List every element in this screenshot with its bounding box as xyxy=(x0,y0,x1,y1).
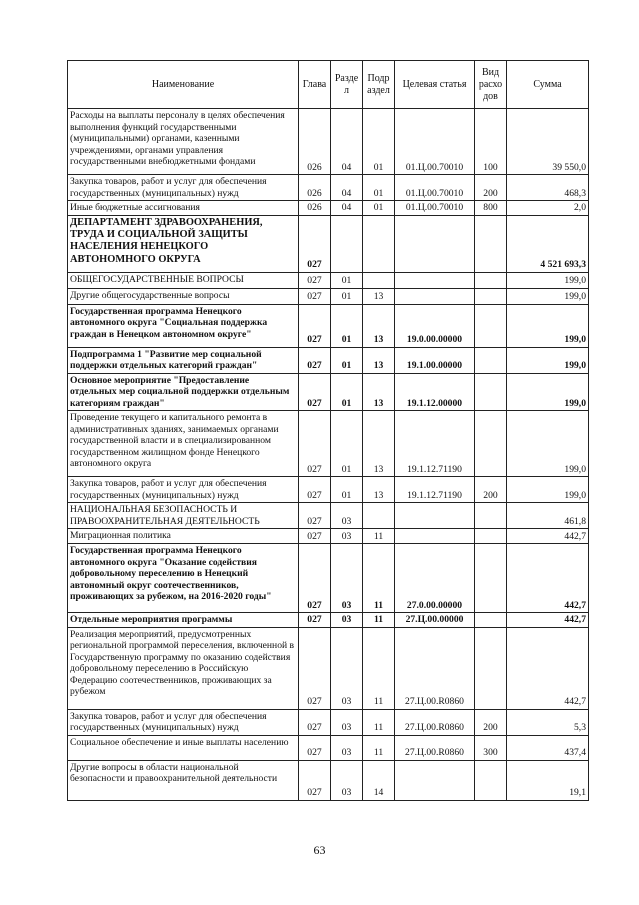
row-subsection: 11 xyxy=(363,613,395,628)
row-sum: 39 550,0 xyxy=(507,109,589,175)
row-target: 19.1.12.00000 xyxy=(395,373,475,411)
row-exp-type xyxy=(475,288,507,304)
row-chapter: 027 xyxy=(299,529,331,544)
row-sum: 4 521 693,3 xyxy=(507,215,589,272)
table-row xyxy=(68,272,589,288)
row-target: 19.1.12.71190 xyxy=(395,411,475,477)
row-sum: 468,3 xyxy=(507,175,589,201)
row-exp-type xyxy=(475,215,507,272)
row-name: Отдельные мероприятия программы xyxy=(68,613,299,628)
row-sum: 199,0 xyxy=(507,411,589,477)
row-subsection: 11 xyxy=(363,529,395,544)
row-chapter: 027 xyxy=(299,709,331,735)
row-section: 03 xyxy=(331,760,363,800)
row-chapter: 027 xyxy=(299,411,331,477)
table-row xyxy=(68,175,589,201)
row-name: Социальное обеспечение и иные выплаты населению xyxy=(68,735,299,760)
row-exp-type: 800 xyxy=(475,201,507,216)
row-sum: 19,1 xyxy=(507,760,589,800)
row-section: 04 xyxy=(331,201,363,216)
row-name: Основное мероприятие "Предоставление отдельных мер социальной поддержки отдельным категориям граждан" xyxy=(68,373,299,411)
row-sum: 442,7 xyxy=(507,627,589,709)
row-target xyxy=(395,288,475,304)
row-exp-type xyxy=(475,760,507,800)
row-target: 19.1.00.00000 xyxy=(395,347,475,373)
row-name: Миграционная политика xyxy=(68,529,299,544)
row-chapter: 027 xyxy=(299,477,331,503)
row-name: Реализация мероприятий, предусмотренных региональной программой переселения, включенной в Государственную программу по оказанию содействия добровольному переселению в Российскую Федерацию соотечественников, проживающих за рубежом xyxy=(68,627,299,709)
row-exp-type: 100 xyxy=(475,109,507,175)
row-name: НАЦИОНАЛЬНАЯ БЕЗОПАСНОСТЬ И ПРАВООХРАНИТЕЛЬНАЯ ДЕЯТЕЛЬНОСТЬ xyxy=(68,503,299,529)
row-section: 01 xyxy=(331,347,363,373)
row-name: ДЕПАРТАМЕНТ ЗДРАВООХРАНЕНИЯ, ТРУДА И СОЦИАЛЬНОЙ ЗАЩИТЫ НАСЕЛЕНИЯ НЕНЕЦКОГО АВТОНОМНОГО ОКРУГА xyxy=(68,215,299,272)
row-target: 27.Ц.00.00000 xyxy=(395,613,475,628)
table-row xyxy=(68,760,589,800)
row-chapter: 027 xyxy=(299,613,331,628)
table-row xyxy=(68,304,589,347)
row-exp-type: 200 xyxy=(475,175,507,201)
row-subsection xyxy=(363,503,395,529)
row-exp-type xyxy=(475,411,507,477)
row-target: 01.Ц.00.70010 xyxy=(395,175,475,201)
row-name: Закупка товаров, работ и услуг для обеспечения государственных (муниципальных) нужд xyxy=(68,709,299,735)
row-exp-type: 200 xyxy=(475,709,507,735)
row-sum: 442,7 xyxy=(507,613,589,628)
row-sum: 199,0 xyxy=(507,272,589,288)
row-subsection: 13 xyxy=(363,288,395,304)
row-subsection: 13 xyxy=(363,411,395,477)
row-sum: 442,7 xyxy=(507,544,589,613)
row-exp-type xyxy=(475,529,507,544)
row-chapter: 026 xyxy=(299,175,331,201)
row-exp-type xyxy=(475,503,507,529)
row-subsection: 01 xyxy=(363,201,395,216)
row-sum: 461,8 xyxy=(507,503,589,529)
table-row xyxy=(68,709,589,735)
row-chapter: 027 xyxy=(299,272,331,288)
row-exp-type xyxy=(475,627,507,709)
row-target xyxy=(395,503,475,529)
row-exp-type xyxy=(475,304,507,347)
row-chapter: 027 xyxy=(299,544,331,613)
row-subsection: 13 xyxy=(363,477,395,503)
row-subsection: 11 xyxy=(363,735,395,760)
row-section: 03 xyxy=(331,529,363,544)
row-subsection: 01 xyxy=(363,109,395,175)
row-exp-type xyxy=(475,272,507,288)
row-subsection: 13 xyxy=(363,347,395,373)
row-sum: 199,0 xyxy=(507,373,589,411)
row-name: Закупка товаров, работ и услуг для обеспечения государственных (муниципальных) нужд xyxy=(68,175,299,201)
row-target xyxy=(395,529,475,544)
table-row xyxy=(68,477,589,503)
table-row xyxy=(68,735,589,760)
row-target: 27.Ц.00.R0860 xyxy=(395,709,475,735)
row-name: Проведение текущего и капитального ремонта в административных зданиях, занимаемых органами государственной власти и в специализированном государственном жилищном фонде Ненецкого автономного округа xyxy=(68,411,299,477)
row-target: 27.0.00.00000 xyxy=(395,544,475,613)
row-section xyxy=(331,215,363,272)
row-target xyxy=(395,760,475,800)
row-chapter: 026 xyxy=(299,201,331,216)
table-row xyxy=(68,373,589,411)
row-section: 01 xyxy=(331,411,363,477)
row-subsection xyxy=(363,272,395,288)
row-section: 03 xyxy=(331,613,363,628)
row-section: 01 xyxy=(331,477,363,503)
row-chapter: 027 xyxy=(299,760,331,800)
row-name: Государственная программа Ненецкого автономного округа "Социальная поддержка граждан в Ненецком автономном округе" xyxy=(68,304,299,347)
row-sum: 437,4 xyxy=(507,735,589,760)
row-exp-type xyxy=(475,613,507,628)
row-subsection: 11 xyxy=(363,627,395,709)
row-exp-type: 200 xyxy=(475,477,507,503)
row-section: 04 xyxy=(331,109,363,175)
row-chapter: 027 xyxy=(299,304,331,347)
table-header-row xyxy=(68,61,589,109)
row-sum: 5,3 xyxy=(507,709,589,735)
row-section: 01 xyxy=(331,373,363,411)
row-target xyxy=(395,215,475,272)
row-target xyxy=(395,272,475,288)
row-section: 01 xyxy=(331,304,363,347)
row-target: 01.Ц.00.70010 xyxy=(395,201,475,216)
row-chapter: 026 xyxy=(299,109,331,175)
row-subsection xyxy=(363,215,395,272)
table-row xyxy=(68,288,589,304)
header-section: Разде л xyxy=(331,61,363,109)
page-number: 63 xyxy=(313,843,326,857)
row-name: Иные бюджетные ассигнования xyxy=(68,201,299,216)
row-section: 03 xyxy=(331,503,363,529)
row-sum: 2,0 xyxy=(507,201,589,216)
row-exp-type: 300 xyxy=(475,735,507,760)
row-subsection: 14 xyxy=(363,760,395,800)
row-chapter: 027 xyxy=(299,627,331,709)
row-sum: 199,0 xyxy=(507,347,589,373)
row-target: 19.0.00.00000 xyxy=(395,304,475,347)
table-row xyxy=(68,544,589,613)
row-section: 03 xyxy=(331,627,363,709)
row-name: Другие общегосударственные вопросы xyxy=(68,288,299,304)
row-name: Подпрограмма 1 "Развитие мер социальной поддержки отдельных категорий граждан" xyxy=(68,347,299,373)
row-subsection: 13 xyxy=(363,304,395,347)
row-name: Другие вопросы в области национальной безопасности и правоохранительной деятельности xyxy=(68,760,299,800)
table-row xyxy=(68,627,589,709)
row-name: Закупка товаров, работ и услуг для обеспечения государственных (муниципальных) нужд xyxy=(68,477,299,503)
row-sum: 442,7 xyxy=(507,529,589,544)
row-subsection: 11 xyxy=(363,709,395,735)
row-exp-type xyxy=(475,373,507,411)
row-chapter: 027 xyxy=(299,503,331,529)
header-chapter: Глава xyxy=(299,61,331,109)
row-section: 01 xyxy=(331,288,363,304)
row-chapter: 027 xyxy=(299,215,331,272)
row-sum: 199,0 xyxy=(507,477,589,503)
row-target: 27.Ц.00.R0860 xyxy=(395,735,475,760)
row-chapter: 027 xyxy=(299,373,331,411)
row-chapter: 027 xyxy=(299,288,331,304)
header-exp-type: Вид расхо дов xyxy=(475,61,507,109)
row-exp-type xyxy=(475,347,507,373)
row-section: 01 xyxy=(331,272,363,288)
row-subsection: 01 xyxy=(363,175,395,201)
table-row xyxy=(68,109,589,175)
row-section: 03 xyxy=(331,735,363,760)
row-section: 03 xyxy=(331,544,363,613)
header-subsection: Подр аздел xyxy=(363,61,395,109)
header-name: Наименование xyxy=(68,61,299,109)
row-target: 19.1.12.71190 xyxy=(395,477,475,503)
row-section: 03 xyxy=(331,709,363,735)
row-section: 04 xyxy=(331,175,363,201)
row-target: 27.Ц.00.R0860 xyxy=(395,627,475,709)
row-chapter: 027 xyxy=(299,347,331,373)
row-subsection: 13 xyxy=(363,373,395,411)
header-sum: Сумма xyxy=(507,61,589,109)
row-target: 01.Ц.00.70010 xyxy=(395,109,475,175)
row-name: ОБЩЕГОСУДАРСТВЕННЫЕ ВОПРОСЫ xyxy=(68,272,299,288)
table-row xyxy=(68,411,589,477)
table-row xyxy=(68,347,589,373)
row-name: Государственная программа Ненецкого автономного округа "Оказание содействия добровольному переселению в Ненецкий автономный округ соотечественников, проживающих за рубежом, на 2016-2020 годы" xyxy=(68,544,299,613)
table-row xyxy=(68,503,589,529)
budget-table xyxy=(67,60,589,801)
table-row xyxy=(68,215,589,272)
header-target: Целевая статья xyxy=(395,61,475,109)
row-sum: 199,0 xyxy=(507,288,589,304)
row-exp-type xyxy=(475,544,507,613)
table-row xyxy=(68,613,589,628)
table-row xyxy=(68,529,589,544)
row-sum: 199,0 xyxy=(507,304,589,347)
table-row xyxy=(68,201,589,216)
row-name: Расходы на выплаты персоналу в целях обеспечения выполнения функций государственными (муниципальными) органами, казенными учреждениями, органами управления государственными внебюджетными фондами xyxy=(68,109,299,175)
row-subsection: 11 xyxy=(363,544,395,613)
row-chapter: 027 xyxy=(299,735,331,760)
